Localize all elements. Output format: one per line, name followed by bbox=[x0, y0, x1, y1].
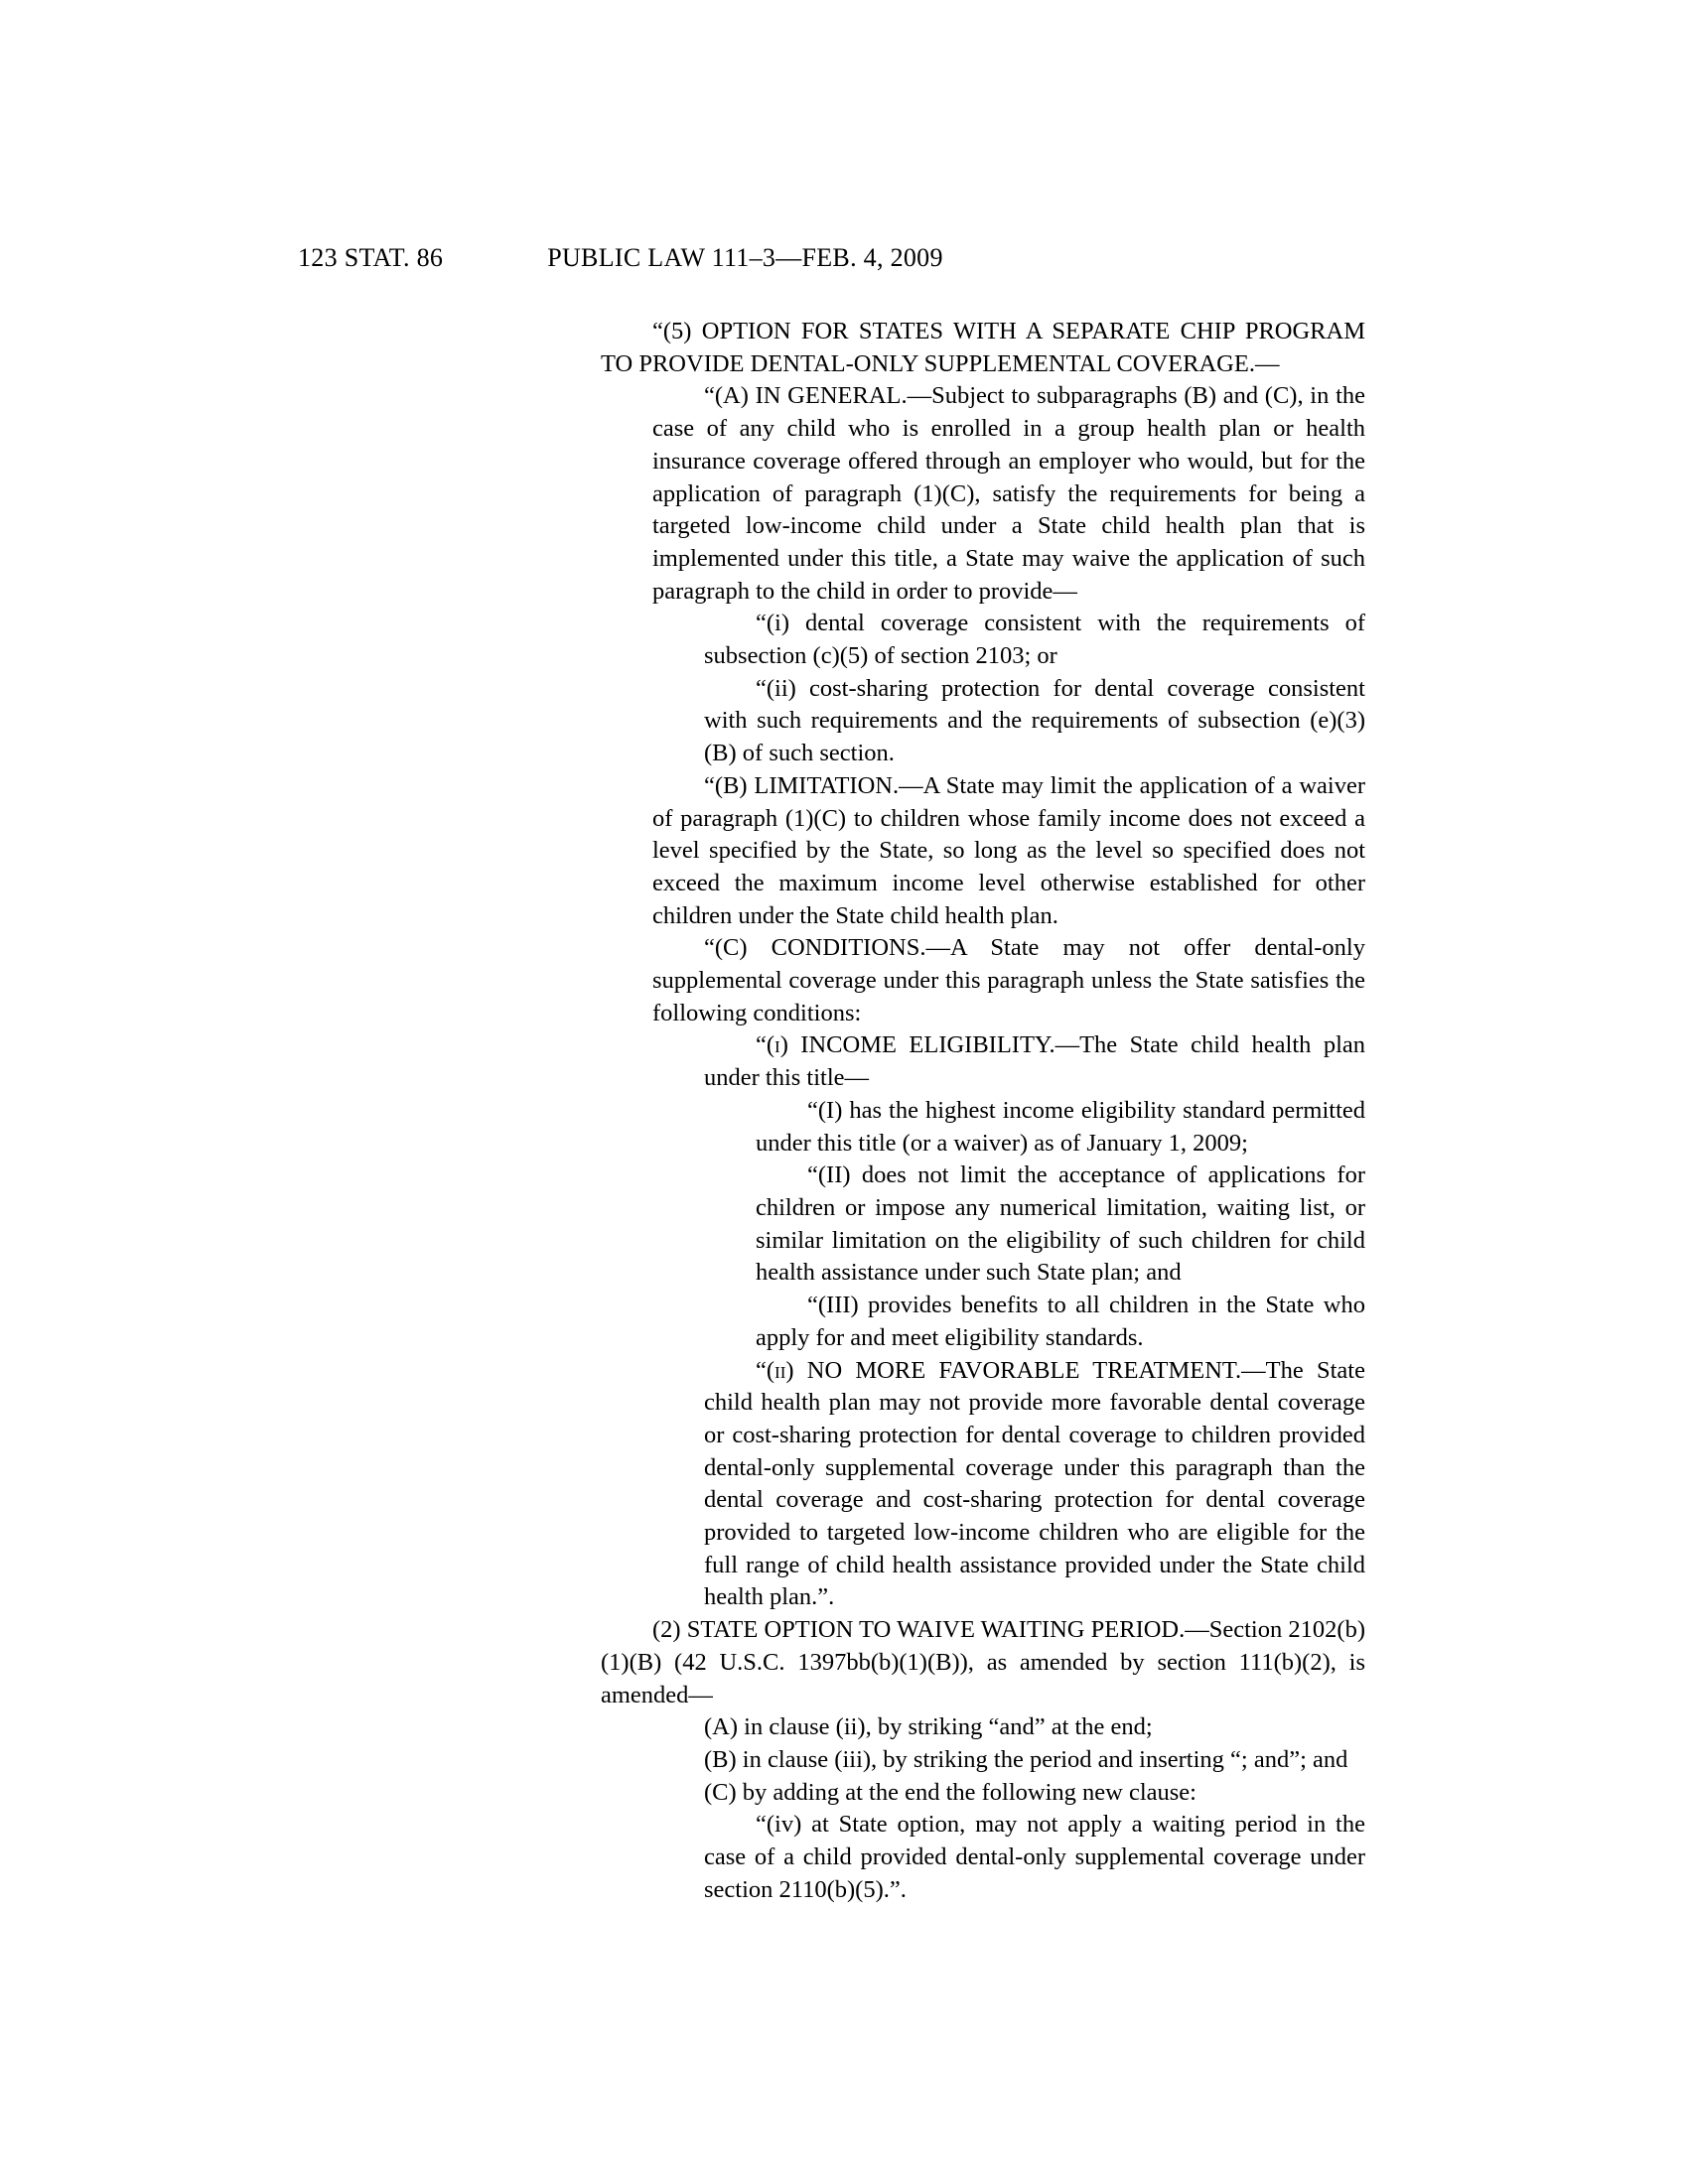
subparagraph-C-conditions: “(C) CONDITIONS.—A State may not offer dental-only supplemental coverage under this paragraph unless the State satisfies the following conditions: bbox=[652, 934, 1365, 1026]
document-body bbox=[601, 316, 1365, 1906]
paragraph-5-heading: “(5) OPTION FOR STATES WITH A SEPARATE CHIP PROGRAM TO PROVIDE DENTAL-ONLY SUPPLEMENTAL COVERAGE.— bbox=[601, 318, 1365, 377]
subclause-I-highest-income: “(I) has the highest income eligibility standard permitted under this title (or a waiver) as of January 1, 2009; bbox=[756, 1096, 1365, 1157]
clause-i-dental-coverage: “(i) dental coverage consistent with the requirements of subsection (c)(5) of section 2103; or bbox=[704, 610, 1365, 670]
page-header bbox=[298, 243, 1410, 273]
subparagraph-B-clause-iii: (B) in clause (iii), by striking the period and inserting “; and”; and bbox=[704, 1745, 1348, 1773]
subparagraph-A-in-general: “(A) IN GENERAL.—Subject to subparagraphs (B) and (C), in the case of any child who is enrolled in a group health plan or health insurance coverage offered through an employer who would, but for the application of paragraph (1)(C), satisfy the requirements for being a targeted low-income child under a State child health plan that is implemented under this title, a State may waive the application of such paragraph to the child in order to provide— bbox=[652, 382, 1366, 605]
paragraph-2-state-option: (2) STATE OPTION TO WAIVE WAITING PERIOD.—Section 2102(b)(1)(B) (42 U.S.C. 1397bb(b)(1)(B)), as amended by section 111(b)(2), is amended— bbox=[601, 1616, 1365, 1708]
clause-iv-waiting-period: “(iv) at State option, may not apply a waiting period in the case of a child provided dental-only supplemental coverage under section 2110(b)(5).”. bbox=[704, 1811, 1365, 1903]
clause-ii-no-more-favorable-treatment: “(ii) NO MORE FAVORABLE TREATMENT.—The State child health plan may not provide more favorable dental coverage or cost-sharing protection for dental coverage to children provided dental-only supplemental coverage under this paragraph than the dental coverage and cost-sharing protection for dental coverage provided to targeted low-income children who are eligible for the full range of child health assistance provided under the State child health plan.”. bbox=[704, 1356, 1365, 1611]
subparagraph-C-new-clause: (C) by adding at the end the following new clause: bbox=[704, 1778, 1196, 1806]
public-law-title: PUBLIC LAW 111–3—FEB. 4, 2009 bbox=[547, 243, 943, 272]
clause-i-income-eligibility: “(i) INCOME ELIGIBILITY.—The State child health plan under this title— bbox=[704, 1031, 1366, 1092]
clause-ii-cost-sharing: “(ii) cost-sharing protection for dental coverage consistent with such requirements and the requirements of subsection (e)(3)(B) of such section. bbox=[704, 674, 1365, 767]
subclause-II-no-limit: “(II) does not limit the acceptance of applications for children or impose any numerical limitation, waiting list, or similar limitation on the eligibility of such children for child health assistance under such State plan; and bbox=[756, 1161, 1365, 1287]
subparagraph-B-limitation: “(B) LIMITATION.—A State may limit the application of a waiver of paragraph (1)(C) to children whose family income does not exceed a level specified by the State, so long as the level so specified does not exceed the maximum income level otherwise established for other children under the State child health plan. bbox=[652, 771, 1365, 929]
subclause-III-provides-benefits: “(III) provides benefits to all children in the State who apply for and meet eligibility standards. bbox=[756, 1292, 1365, 1351]
subparagraph-A-clause-ii: (A) in clause (ii), by striking “and” at the end; bbox=[704, 1713, 1153, 1741]
statute-citation: 123 STAT. 86 bbox=[298, 243, 444, 272]
